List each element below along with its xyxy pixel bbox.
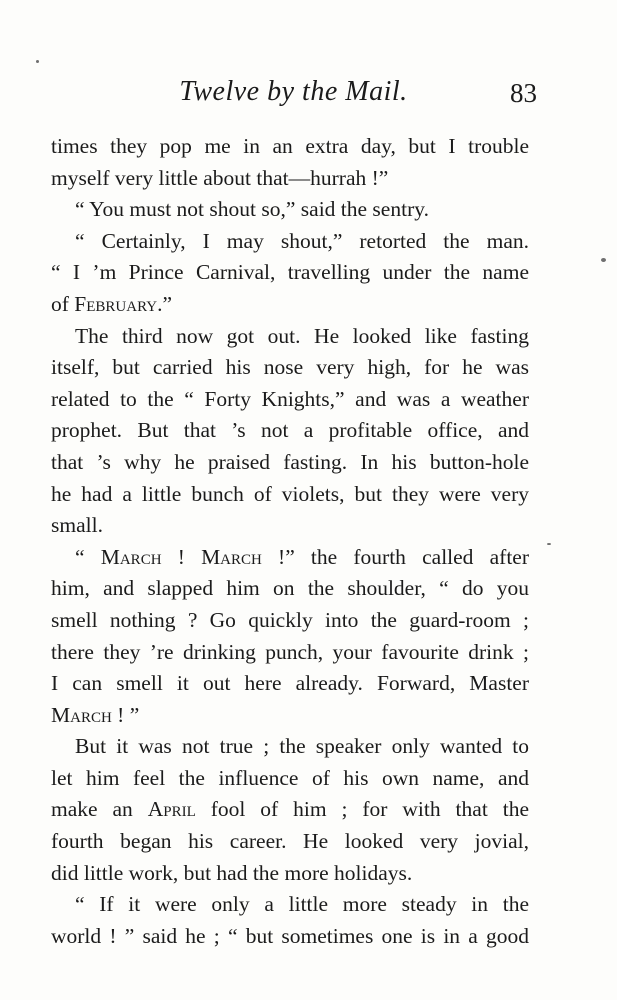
text-line: there they ’re drinking punch, your favourite drink ; — [51, 639, 529, 664]
month-name: March — [100, 544, 162, 569]
text-line: let him feel the influence of his own name, and — [51, 765, 529, 790]
text-line: “ If it were only a little more steady in the — [75, 892, 529, 917]
page-number: 83 — [510, 78, 537, 108]
running-head — [50, 76, 537, 116]
text-line: related to the “ Forty Knights,” and was a weather — [51, 386, 529, 411]
text-fragment: ! — [161, 544, 202, 569]
text-line: “ Certainly, I may shout,” retorted the man. — [75, 228, 529, 253]
text-line: he had a little bunch of violets, but they were very — [51, 481, 529, 506]
text-line — [51, 700, 529, 732]
text-line: him, and slapped him on the shoulder, “ do you — [51, 576, 529, 601]
text-line — [51, 289, 529, 321]
month-name: February — [74, 291, 158, 316]
body-text — [51, 131, 529, 952]
text-fragment: .” — [157, 291, 173, 316]
text-line: itself, but carried his nose very high, for he was — [51, 355, 529, 380]
text-fragment: of — [51, 291, 75, 316]
text-fragment: ! ” — [111, 702, 140, 727]
paper-speck — [601, 258, 606, 262]
text-fragment: “ — [75, 544, 101, 569]
text-line: “ I ’m Prince Carnival, travelling under the name — [51, 260, 529, 285]
text-line — [51, 542, 529, 574]
month-name: March — [51, 702, 112, 727]
text-line: The third now got out. He looked like fasting — [75, 323, 529, 348]
text-line: “ You must not shout so,” said the sentry. — [75, 197, 429, 222]
text-line: times they pop me in an extra day, but I trouble — [51, 134, 529, 158]
paper-speck — [547, 543, 551, 545]
text-line: But it was not true ; the speaker only wanted to — [75, 734, 529, 759]
text-line: that ’s why he praised fasting. In his button-hole — [51, 449, 529, 474]
text-line: world ! ” said he ; “ but sometimes one is in a good — [51, 923, 529, 948]
month-name: March — [201, 544, 262, 569]
text-line: prophet. But that ’s not a profitable office, and — [51, 418, 529, 443]
text-fragment: fool of him ; for with that the — [195, 797, 529, 822]
text-fragment: make an — [51, 797, 148, 822]
running-title: Twelve by the Mail. — [179, 76, 408, 107]
text-line: myself very little about that—hurrah !” — [51, 165, 389, 190]
text-line: small. — [51, 513, 103, 538]
month-name: April — [147, 797, 196, 822]
text-line: fourth began his career. He looked very jovial, — [51, 829, 529, 854]
text-line — [51, 794, 529, 826]
text-line: smell nothing ? Go quickly into the guard-room ; — [51, 607, 529, 632]
text-line: I can smell it out here already. Forward, Master — [51, 671, 529, 696]
text-fragment: !” — [261, 544, 295, 569]
text-fragment: the fourth called after — [294, 544, 529, 569]
paper-speck — [36, 60, 39, 63]
text-line: did little work, but had the more holidays. — [51, 860, 413, 885]
